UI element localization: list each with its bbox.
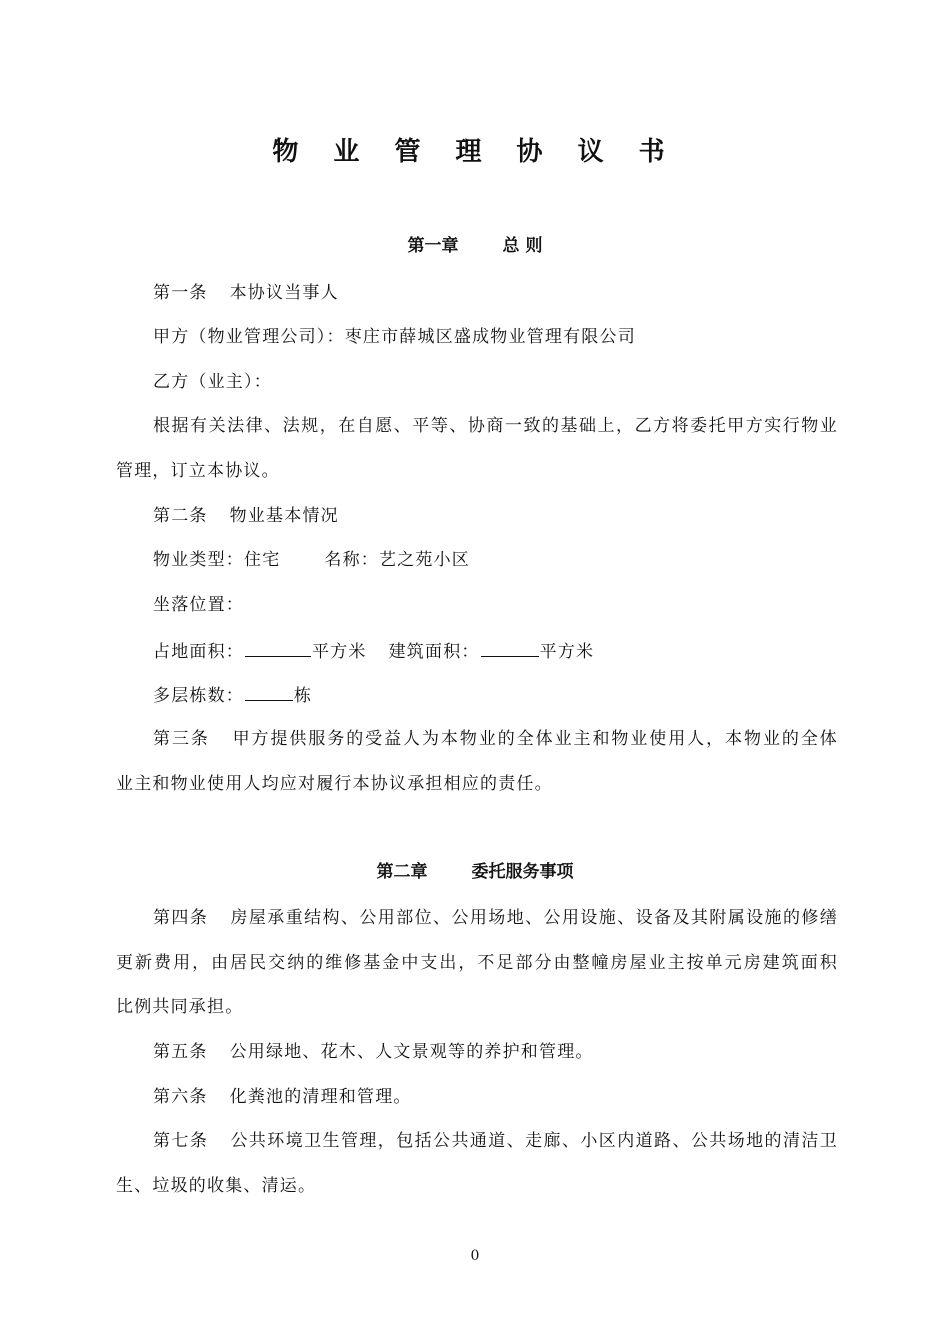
chapter-2-name: 委托服务事项 <box>471 862 574 882</box>
article-7-line-1 <box>153 1129 838 1153</box>
page-number: 0 <box>470 1248 480 1264</box>
article-3-label: 第三条 <box>153 729 210 749</box>
basis-line-2: 管理，订立本协议。 <box>116 461 280 481</box>
article-5 <box>153 1040 594 1064</box>
floors-unit: 栋 <box>294 686 313 706</box>
build-area-blank[interactable] <box>481 638 539 657</box>
article-4-text: 房屋承重结构、公用部位、公用场地、公用设施、设备及其附属设施的修缮 <box>230 908 838 928</box>
chapter-2-heading <box>0 860 950 884</box>
property-type-line <box>153 548 470 572</box>
article-2-label: 第二条 <box>153 506 208 526</box>
article-4-line-3: 比例共同承担。 <box>116 997 244 1017</box>
area-line <box>153 638 594 664</box>
land-area-label: 占地面积： <box>153 642 244 662</box>
land-area-blank[interactable] <box>245 638 311 657</box>
article-3-text: 甲方提供服务的受益人为本物业的全体业主和物业使用人，本物业的全体 <box>231 729 838 749</box>
location-line: 坐落位置： <box>153 595 244 615</box>
chapter-1-name: 总 则 <box>502 236 543 256</box>
article-7-text: 公共环境卫生管理，包括公共通道、走廊、小区内道路、公共场地的清洁卫 <box>230 1131 838 1151</box>
chapter-1-heading <box>0 234 950 258</box>
article-1-text: 本协议当事人 <box>229 283 339 303</box>
property-type: 物业类型：住宅 <box>153 550 281 570</box>
property-name: 名称：艺之苑小区 <box>324 550 471 570</box>
article-7-label: 第七条 <box>153 1131 209 1151</box>
article-4-label: 第四条 <box>153 908 209 928</box>
land-area-unit: 平方米 <box>312 642 367 662</box>
party-a-line: 甲方（物业管理公司）：枣庄市薛城区盛成物业管理有限公司 <box>153 327 636 347</box>
party-b-line: 乙方（业主）： <box>153 372 272 392</box>
article-3-line-2: 业主和物业使用人均应对履行本协议承担相应的责任。 <box>116 774 553 794</box>
build-area-label: 建筑面积： <box>388 642 480 662</box>
floors-blank[interactable] <box>245 682 293 701</box>
article-2 <box>153 504 339 528</box>
article-1-label: 第一条 <box>153 283 208 303</box>
chapter-2-number: 第二章 <box>376 862 428 882</box>
document-title: 物 业 管 理 协 议 书 <box>272 137 678 167</box>
build-area-unit: 平方米 <box>539 642 595 662</box>
article-2-text: 物业基本情况 <box>229 506 339 526</box>
article-5-label: 第五条 <box>153 1042 208 1062</box>
article-4-line-2: 更新费用，由居民交纳的维修基金中支出，不足部分由整幢房屋业主按单元房建筑面积 <box>116 953 838 973</box>
article-6-text: 化粪池的清理和管理。 <box>229 1087 412 1107</box>
article-6 <box>153 1085 412 1109</box>
chapter-1-number: 第一章 <box>407 236 459 256</box>
article-4-line-1 <box>153 906 838 930</box>
article-6-label: 第六条 <box>153 1087 208 1107</box>
article-7-line-2: 生、垃圾的收集、清运。 <box>116 1176 317 1196</box>
basis-line-1: 根据有关法律、法规，在自愿、平等、协商一致的基础上，乙方将委托甲方实行物业 <box>153 416 838 436</box>
floors-line <box>153 682 312 708</box>
article-3-line-1 <box>153 727 838 751</box>
floors-label: 多层栋数： <box>153 686 244 706</box>
article-1 <box>153 281 339 305</box>
article-5-text: 公用绿地、花木、人文景观等的养护和管理。 <box>229 1042 594 1062</box>
